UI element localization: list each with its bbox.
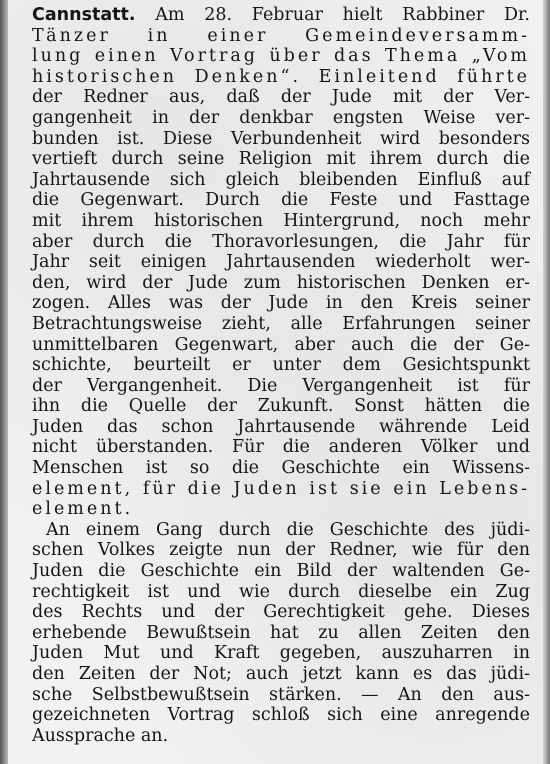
article-line: der Redner aus, daß der Jude mit der Ver-: [32, 87, 530, 108]
article-line: erhebende Bewußtsein hat zu allen Zeiten den: [32, 622, 530, 643]
article-line: der Vergangenheit. Die Vergangenheit ist für: [32, 375, 530, 396]
article-line: bunden ist. Diese Verbundenheit wird besonders: [32, 128, 530, 149]
article-line: Jahrtausende sich gleich bleibenden Einfluß auf: [32, 169, 530, 190]
article-line: Menschen ist so die Geschichte ein Wissens-: [32, 458, 530, 479]
paper-edge-left: [0, 0, 8, 764]
article-line: des Rechts und der Gerechtigkeit gehe. Dieses: [32, 602, 530, 623]
article-line: Betrachtungsweise zieht, alle Erfahrungen seiner: [32, 313, 530, 334]
article-paragraph-1: [32, 5, 530, 520]
article-line: vertieft durch seine Religion mit ihrem durch die: [32, 149, 530, 170]
article-line: zogen. Alles was der Jude in den Kreis seiner: [32, 293, 530, 314]
article-line: den, wird der Jude zum historischen Denken er-: [32, 272, 530, 293]
article-line: schichte, beurteilt er unter dem Gesichtspunkt: [32, 355, 530, 376]
article-line: sche Selbstbewußtsein stärken. — An den aus-: [32, 684, 530, 705]
article-line: An einem Gang durch die Geschichte des jüdi-: [46, 519, 530, 540]
article-line: historischen Denken“. Einleitend führte: [32, 66, 530, 87]
paper-edge-right: [543, 0, 550, 764]
article-line: [32, 5, 530, 26]
article-line: gangenheit in der denkbar engsten Weise ver-: [32, 107, 530, 128]
article-line: mit ihrem historischen Hintergrund, noch mehr: [32, 210, 530, 231]
article-line: lung einen Vortrag über das Thema „Vom: [32, 46, 530, 67]
article-line: Tänzer in einer Gemeindeversamm-: [32, 25, 530, 46]
article-line: nicht überstanden. Für die anderen Völker und: [32, 437, 530, 458]
article-line: gezeichneten Vortrag schloß sich eine anregende: [32, 705, 530, 726]
article-line: Juden das schon Jahrtausende währende Leid: [32, 416, 530, 437]
article-line: element.: [32, 499, 134, 520]
article-line: rechtigkeit ist und wie durch dieselbe ein Zug: [32, 581, 530, 602]
article-line: Aussprache an.: [32, 725, 169, 746]
article-line: Jahr seit einigen Jahrtausenden wiederholt wer-: [32, 252, 530, 273]
article-body: [32, 5, 530, 746]
article-line: die Gegenwart. Durch die Feste und Fasttage: [32, 190, 530, 211]
article-line: schen Volkes zeigte nun der Redner, wie für den: [32, 540, 530, 561]
article-line: element, für die Juden ist sie ein Lebens-: [32, 478, 530, 499]
article-line: Juden Mut und Kraft gegeben, auszuharren in: [32, 643, 530, 664]
article-line: aber durch die Thoravorlesungen, die Jahr für: [32, 231, 530, 252]
article-line: den Zeiten der Not; auch jetzt kann es das jüdi-: [32, 664, 530, 684]
article-line: unmittelbaren Gegenwart, aber auch die der Ge-: [32, 334, 530, 355]
article-line: Juden die Geschichte ein Bild der waltenden Ge-: [32, 561, 530, 582]
article-line: ihn die Quelle der Zukunft. Sonst hätten die: [32, 396, 530, 417]
article-place-heading: Cannstatt.: [32, 5, 136, 25]
article-line-text: Am 28. Februar hielt Rabbiner Dr.: [135, 5, 530, 25]
article-paragraph-2: [32, 520, 530, 747]
